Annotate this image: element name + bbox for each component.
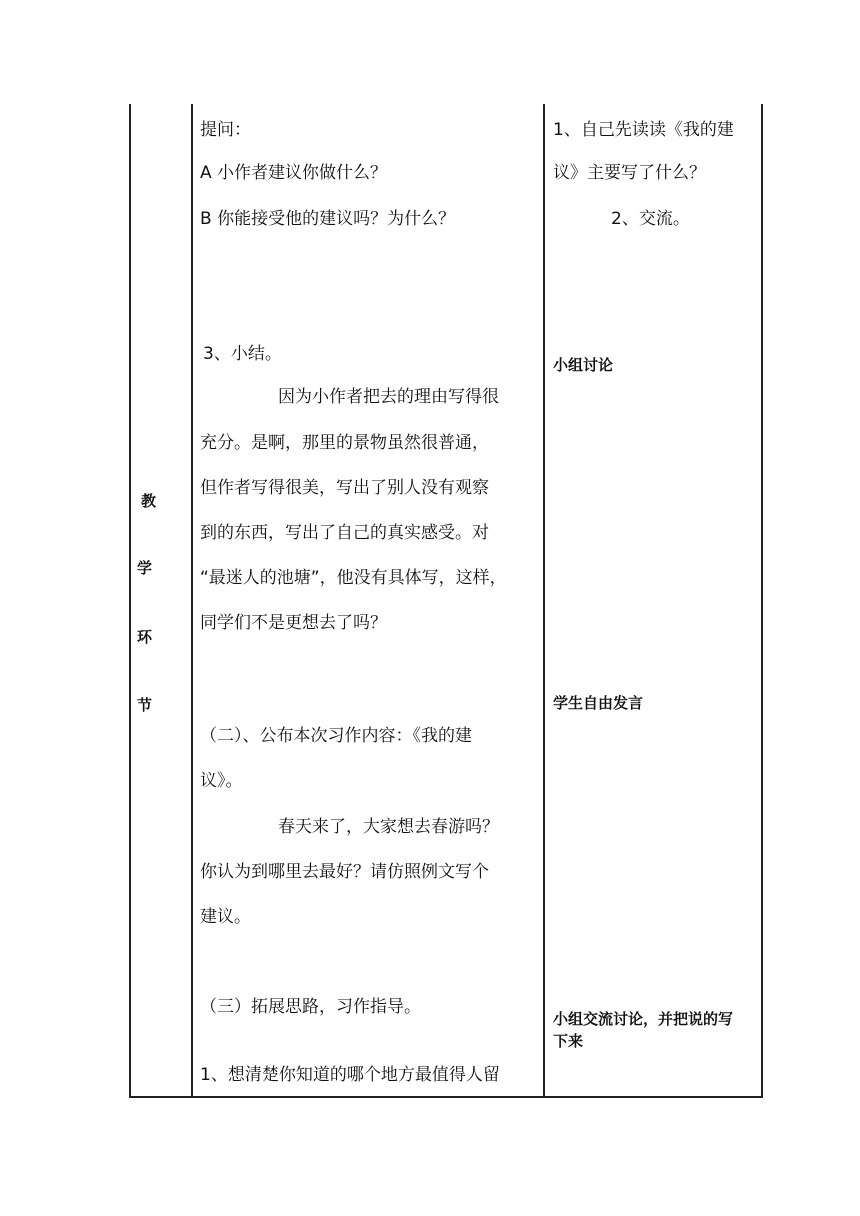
section-label-char-3: 环 [137,628,153,646]
section-label-char-4: 节 [137,696,153,714]
summary-title: 3、小结。 [203,344,282,364]
question-a: A 小作者建议你做什么？ [200,163,388,183]
exchange-label: 2、交流。 [611,209,690,229]
summary-line: 但作者写得很美，写出了别人没有观察 [200,478,489,498]
summary-line: 同学们不是更想去了吗？ [200,613,387,633]
group-write-line: 小组交流讨论，并把说的写 [553,1010,734,1028]
table-border-right [761,104,763,1098]
question-b: B 你能接受他的建议吗？为什么？ [200,209,456,229]
spring-line: 春天来了，大家想去春游吗？ [278,817,499,837]
read-instruction-line: 1、自己先读读《我的建 [553,120,734,140]
table-border-col1 [191,104,193,1098]
section-label-char-2: 学 [137,559,153,577]
table-border-col2 [543,104,545,1098]
part2-line: （二）、公布本次习作内容：《我的建 [200,726,472,746]
part3-heading: （三）拓展思路，习作指导。 [200,997,421,1017]
summary-line: 因为小作者把去的理由写得很 [278,387,499,407]
read-instruction-line: 议》主要写了什么？ [553,163,706,183]
spring-line: 你认为到哪里去最好？请仿照例文写个 [200,862,489,882]
group-discuss-label: 小组讨论 [553,356,614,374]
spring-line: 建议。 [200,907,251,927]
free-speech-label: 学生自由发言 [553,694,644,712]
summary-line: “最迷人的池塘”，他没有具体写，这样， [200,568,507,588]
summary-line: 充分。是啊，那里的景物虽然很普通， [200,433,489,453]
guidance-line: 1、想清楚你知道的哪个地方最值得人留 [200,1065,500,1085]
section-label-char-1: 教 [141,492,157,510]
part2-line: 议》。 [200,771,243,791]
group-write-line: 下来 [553,1032,584,1050]
table-border-left [129,104,131,1098]
table-border-bottom [129,1096,763,1098]
summary-line: 到的东西，写出了自己的真实感受。对 [200,523,489,543]
ask-label: 提问： [200,120,251,140]
